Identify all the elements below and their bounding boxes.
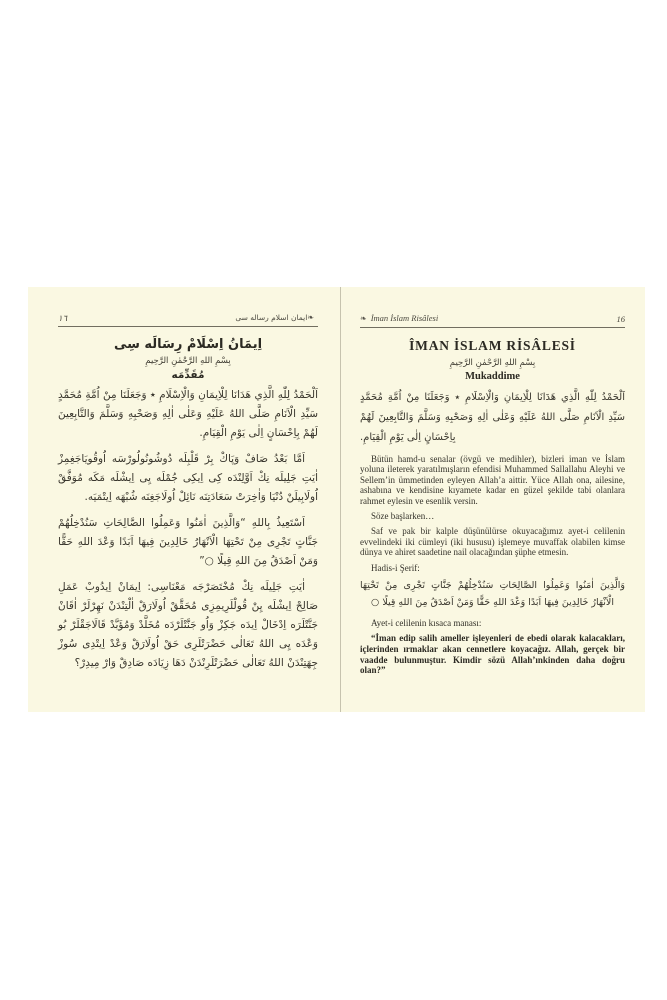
paragraph: Saf ve pak bir kalple düşünülürse okuyacağımız ayet-i celilenin evvelindeki iki cümleyi (iki hususu) işlemeye muvaffak olabilen kimse dünya ve ahiret saadetine nail olacağından şüphe etmesin. bbox=[360, 526, 625, 558]
book-gutter-line bbox=[340, 287, 341, 712]
paragraph: “İman edip salih ameller işleyenleri de ebedi olarak kalacakları, içlerinden ırmaklar akan cennetlere koyacağız. Allah, gerçek bir vaadde bulunmuştur. Kimdir sözü Allah’ınkinden daha doğru olan?” bbox=[360, 633, 625, 676]
left-running-title-text: ايمان اسلام رساله سى bbox=[235, 313, 308, 322]
paragraph: Söze başlarken… bbox=[371, 511, 435, 522]
right-section-heading: Mukaddime bbox=[465, 371, 520, 382]
left-section-heading: مُقَدِّمَه bbox=[171, 369, 205, 381]
right-paragraphs bbox=[360, 388, 625, 676]
paragraph: اَمَّا بَعْدُ صَافْ وَپَاكْ بِرْ قَلْبِلَه دُوشُونُولُورْسَه اُوقُويَاجَغِمِزْ اٰيَتِ جَلِيلَه نِكْ اَوَّلِنْدَه كِى اِيكِى جُمْلَه يِى اِيشْلَه مَكَه مُوَفَّقْ اُولَابِيلَنْ دُنْيَا وَاٰخِرَتْ سَعَادَتِنَه نَائِلْ اُولَاجَغِنَه شُبْهَه اِيتْمَيَه. bbox=[58, 453, 318, 503]
book-spread bbox=[28, 287, 645, 712]
paragraph: Bütün hamd-u senalar (övgü ve medihler), bizleri iman ve İslam yoluna ileterek yaratılmışların efendisi Muhammed Sallallahu Aleyhi ve Sellem’in ümmetinden eyleyen Allah’a aittir. Yüce Allah ona, ailesine, ashabına ve kendisine kıyamete kadar en güzel şekilde tabi olanlara rahmet eylesin ve esenlik versin. bbox=[360, 454, 625, 506]
right-page bbox=[340, 287, 645, 712]
right-page-header bbox=[360, 313, 625, 328]
paragraph: اَلْحَمْدُ لِلّٰهِ الَّذِي هَدَانَا لِلْاِيمَانِ وَالْاِسْلَامِ ٭ وَجَعَلَنَا مِنْ اُمَّةِ مُحَمَّدٍ سَيِّدِ الْاَنَامِ صَلَّى اللهُ عَلَيْهِ وَعَلٰى اٰلِهِ وَصَحْبِهِ وَسَلَّمَ وَالتَّابِعِينَ لَهُمْ بِاِحْسَانٍ اِلٰى يَوْمِ الْقِيَامِ. bbox=[360, 392, 625, 443]
fleuron-icon: ❧ bbox=[307, 313, 314, 322]
right-basmala: بِسْمِ اللهِ الرَّحْمٰنِ الرَّحِيمِ bbox=[449, 358, 536, 368]
left-basmala: بِسْمِ اللهِ الرَّحْمٰنِ الرَّحِيمِ bbox=[145, 356, 231, 366]
paragraph: Ayet-i celilenin kısaca manası: bbox=[371, 618, 482, 629]
fleuron-icon: ❧ bbox=[360, 314, 367, 323]
left-page-title: اِيمَانُ اِسْلَامْ رِسَالَه سِى bbox=[113, 337, 263, 352]
paragraph: Hadis-i Şerif: bbox=[371, 562, 420, 573]
left-page-number: ١٦ bbox=[58, 313, 68, 323]
right-running-title bbox=[360, 313, 438, 324]
left-page bbox=[28, 287, 340, 712]
paragraph: اٰيَتِ جَلِيلَه نِكْ مُخْتَصَرْجَه مَعْنَاسِى: اِيمَانْ اِيدُوبْ عَمَلِ صَالِحْ اِيشْلَه يِنْ قُولْلَرِيمِزِى مُحَقَّقْ اُولَارَقْ اٰلْتِنْدَنْ نَهِرْلَرْ اٰقَانْ جَنَّتْلَرَه اِدْخَالْ اِيدَه جَكِزْ وَاُو جَنَّتْلَرْدَه مُخَلَّدْ وَمُؤَبَّدْ قَالَاجَقْلَرْ بُو وَعْدَه يِى اللهُ تَعَالٰى حَضْرَتْلَرِى حَقْ اُولَارَقْ وَعْدْ اِيتْدِى سُوزْ جِهَتِنْدَنْ اللهُ تَعَالٰى حَضْرَتْلَرِنْدَنْ دَهَا زِيَادَه صَادِقْ وَارْ مِيدِرْ؟ bbox=[58, 581, 318, 669]
left-page-header bbox=[58, 313, 318, 327]
left-running-title bbox=[235, 313, 318, 323]
right-page-title: ÎMAN İSLAM RİSÂLESİ bbox=[409, 338, 576, 353]
paragraph: اَسْتَعِيذُ بِاللهِ “وَالَّذِينَ اٰمَنُوا وَعَمِلُوا الصَّالِحَاتِ سَنُدْخِلُهُمْ جَنَّاتٍ تَجْرِى مِنْ تَحْتِهَا الْاَنْهَارُ خَالِدِينَ فِيهَا اَبَدًا وَعْدَ اللهِ حَقًّا وَمَنْ اَصْدَقُ مِنَ اللهِ قِيلًا ○” bbox=[58, 517, 318, 567]
left-paragraphs bbox=[58, 386, 318, 673]
right-running-title-text: İman İslam Risâlesi bbox=[370, 313, 439, 323]
paragraph: اَلْحَمْدُ لِلّٰهِ الَّذِي هَدَانَا لِلْاِيمَانِ وَالْاِسْلَامِ ٭ وَجَعَلَنَا مِنْ اُمَّةِ مُحَمَّدٍ سَيِّدِ الْاَنَامِ صَلَّى اللهُ عَلَيْهِ وَعَلٰى اٰلِهِ وَصَحْبِهِ وَسَلَّمَ وَالتَّابِعِينَ لَهُمْ بِاِحْسَانٍ اِلٰى يَوْمِ الْقِيَامِ. bbox=[58, 389, 318, 439]
paragraph: وَالَّذِينَ اٰمَنُوا وَعَمِلُوا الصَّالِحَاتِ سَنُدْخِلُهُمْ جَنَّاتٍ تَجْرِى مِنْ تَحْتِهَا الْاَنْهَارُ خَالِدِينَ فِيهَا اَبَدًا وَعْدَ اللهِ حَقًّا وَمَنْ اَصْدَقُ مِنَ اللهِ قِيلًا ○ bbox=[360, 580, 625, 608]
right-page-number: 16 bbox=[616, 314, 625, 324]
